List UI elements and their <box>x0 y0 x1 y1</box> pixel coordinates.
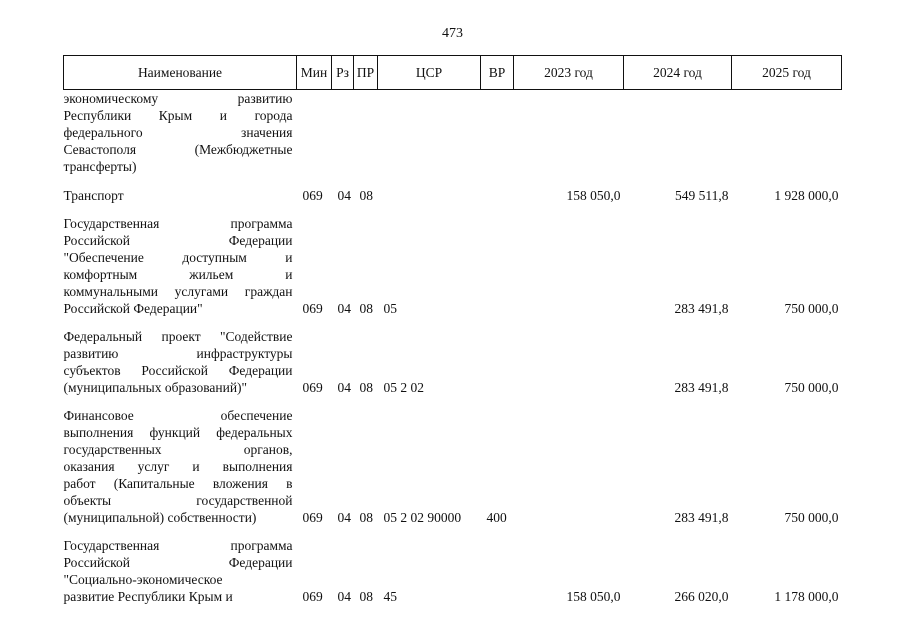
cell-rz <box>332 90 354 181</box>
table-row <box>64 90 842 181</box>
row-name-line: субъектов Российской Федерации <box>63 363 293 378</box>
cell-vr <box>481 530 514 609</box>
cell-vr <box>481 208 514 321</box>
cell-pr <box>354 90 378 181</box>
row-name-line: коммунальными услугами граждан <box>63 284 293 299</box>
row-name <box>64 321 297 400</box>
row-name-line: (муниципальной) собственности) <box>63 510 257 525</box>
cell-y2024: 266 020,0 <box>674 589 729 604</box>
table-row <box>64 530 842 609</box>
row-name <box>64 90 297 181</box>
row-name-line: Российской Федерации <box>63 233 293 248</box>
column-header-2023: 2023 год <box>514 56 624 90</box>
cell-csr: 05 <box>383 301 397 316</box>
cell-y2023 <box>514 400 624 530</box>
row-name-line: Республики Крым и города <box>63 108 293 123</box>
column-header-2025: 2025 год <box>732 56 842 90</box>
table-row <box>64 180 842 208</box>
cell-vr <box>481 180 514 208</box>
cell-pr: 08 <box>359 589 373 604</box>
row-name <box>64 400 297 530</box>
cell-min: 069 <box>302 380 323 395</box>
row-name-line: комфортным жильем и <box>63 267 293 282</box>
cell-min: 069 <box>302 188 323 203</box>
cell-y2025: 1 928 000,0 <box>774 188 839 203</box>
cell-y2023 <box>514 208 624 321</box>
row-name-line: государственных органов, <box>63 442 293 457</box>
column-header-rz: Рз <box>332 56 354 90</box>
column-header-min: Мин <box>297 56 332 90</box>
cell-rz: 04 <box>337 188 351 203</box>
cell-y2023: 158 050,0 <box>566 589 621 604</box>
row-name-line: Федеральный проект "Содействие <box>63 329 293 344</box>
cell-pr: 08 <box>359 188 373 203</box>
row-name-line: Государственная программа <box>63 538 293 553</box>
cell-y2024: 283 491,8 <box>674 510 729 525</box>
row-name <box>64 180 297 208</box>
row-name-line: (муниципальных образований)" <box>63 380 248 395</box>
column-header-2024: 2024 год <box>624 56 732 90</box>
cell-rz: 04 <box>337 380 351 395</box>
cell-min: 069 <box>302 301 323 316</box>
column-header-name: Наименование <box>64 56 297 90</box>
cell-min: 069 <box>302 589 323 604</box>
cell-pr: 08 <box>359 380 373 395</box>
row-name-line: экономическому развитию <box>63 91 293 106</box>
table-body <box>64 90 842 610</box>
cell-y2023: 158 050,0 <box>566 188 621 203</box>
cell-y2024 <box>624 90 732 181</box>
row-name <box>64 530 297 609</box>
cell-pr: 08 <box>359 510 373 525</box>
cell-y2024: 283 491,8 <box>674 301 729 316</box>
budget-table <box>63 55 842 609</box>
row-name-line: "Обеспечение доступным и <box>63 250 293 265</box>
cell-y2025 <box>732 90 842 181</box>
page-number: 473 <box>442 26 463 41</box>
cell-rz: 04 <box>337 589 351 604</box>
cell-csr <box>378 180 481 208</box>
column-header-csr: ЦСР <box>378 56 481 90</box>
cell-y2025: 750 000,0 <box>784 301 839 316</box>
cell-vr: 400 <box>486 510 507 525</box>
cell-csr: 45 <box>383 589 397 604</box>
row-name-line: оказания услуг и выполнения <box>63 459 293 474</box>
row-name-line: развитию инфраструктуры <box>63 346 293 361</box>
row-name-line: Российской Федерации" <box>63 301 203 316</box>
cell-y2024: 283 491,8 <box>674 380 729 395</box>
table-header <box>64 56 842 90</box>
table-row <box>64 321 842 400</box>
cell-y2025: 750 000,0 <box>784 380 839 395</box>
cell-y2023 <box>514 90 624 181</box>
table-row <box>64 208 842 321</box>
column-header-vr: ВР <box>481 56 514 90</box>
row-name-line: Севастополя (Межбюджетные <box>63 142 293 157</box>
cell-y2023 <box>514 321 624 400</box>
row-name-line: Государственная программа <box>63 216 293 231</box>
cell-y2024: 549 511,8 <box>675 188 729 203</box>
cell-csr: 05 2 02 <box>383 380 424 395</box>
cell-csr <box>378 90 481 181</box>
row-name-line: Транспорт <box>63 188 124 203</box>
cell-y2025: 750 000,0 <box>784 510 839 525</box>
cell-min <box>297 90 332 181</box>
row-name-line: трансферты) <box>63 159 137 174</box>
cell-vr <box>481 90 514 181</box>
row-name <box>64 208 297 321</box>
row-name-line: Финансовое обеспечение <box>63 408 293 423</box>
row-name-line: "Социально-экономическое <box>63 572 223 587</box>
row-name-line: Российской Федерации <box>63 555 293 570</box>
column-header-pr: ПР <box>354 56 378 90</box>
cell-csr: 05 2 02 90000 <box>383 510 462 525</box>
row-name-line: федерального значения <box>63 125 293 140</box>
row-name-line: объекты государственной <box>63 493 293 508</box>
row-name-line: развитие Республики Крым и <box>63 589 233 604</box>
cell-pr: 08 <box>359 301 373 316</box>
table-row <box>64 400 842 530</box>
cell-y2025: 1 178 000,0 <box>774 589 839 604</box>
cell-rz: 04 <box>337 301 351 316</box>
cell-min: 069 <box>302 510 323 525</box>
row-name-line: выполнения функций федеральных <box>63 425 293 440</box>
row-name-line: работ (Капитальные вложения в <box>63 476 293 491</box>
cell-rz: 04 <box>337 510 351 525</box>
cell-vr <box>481 321 514 400</box>
